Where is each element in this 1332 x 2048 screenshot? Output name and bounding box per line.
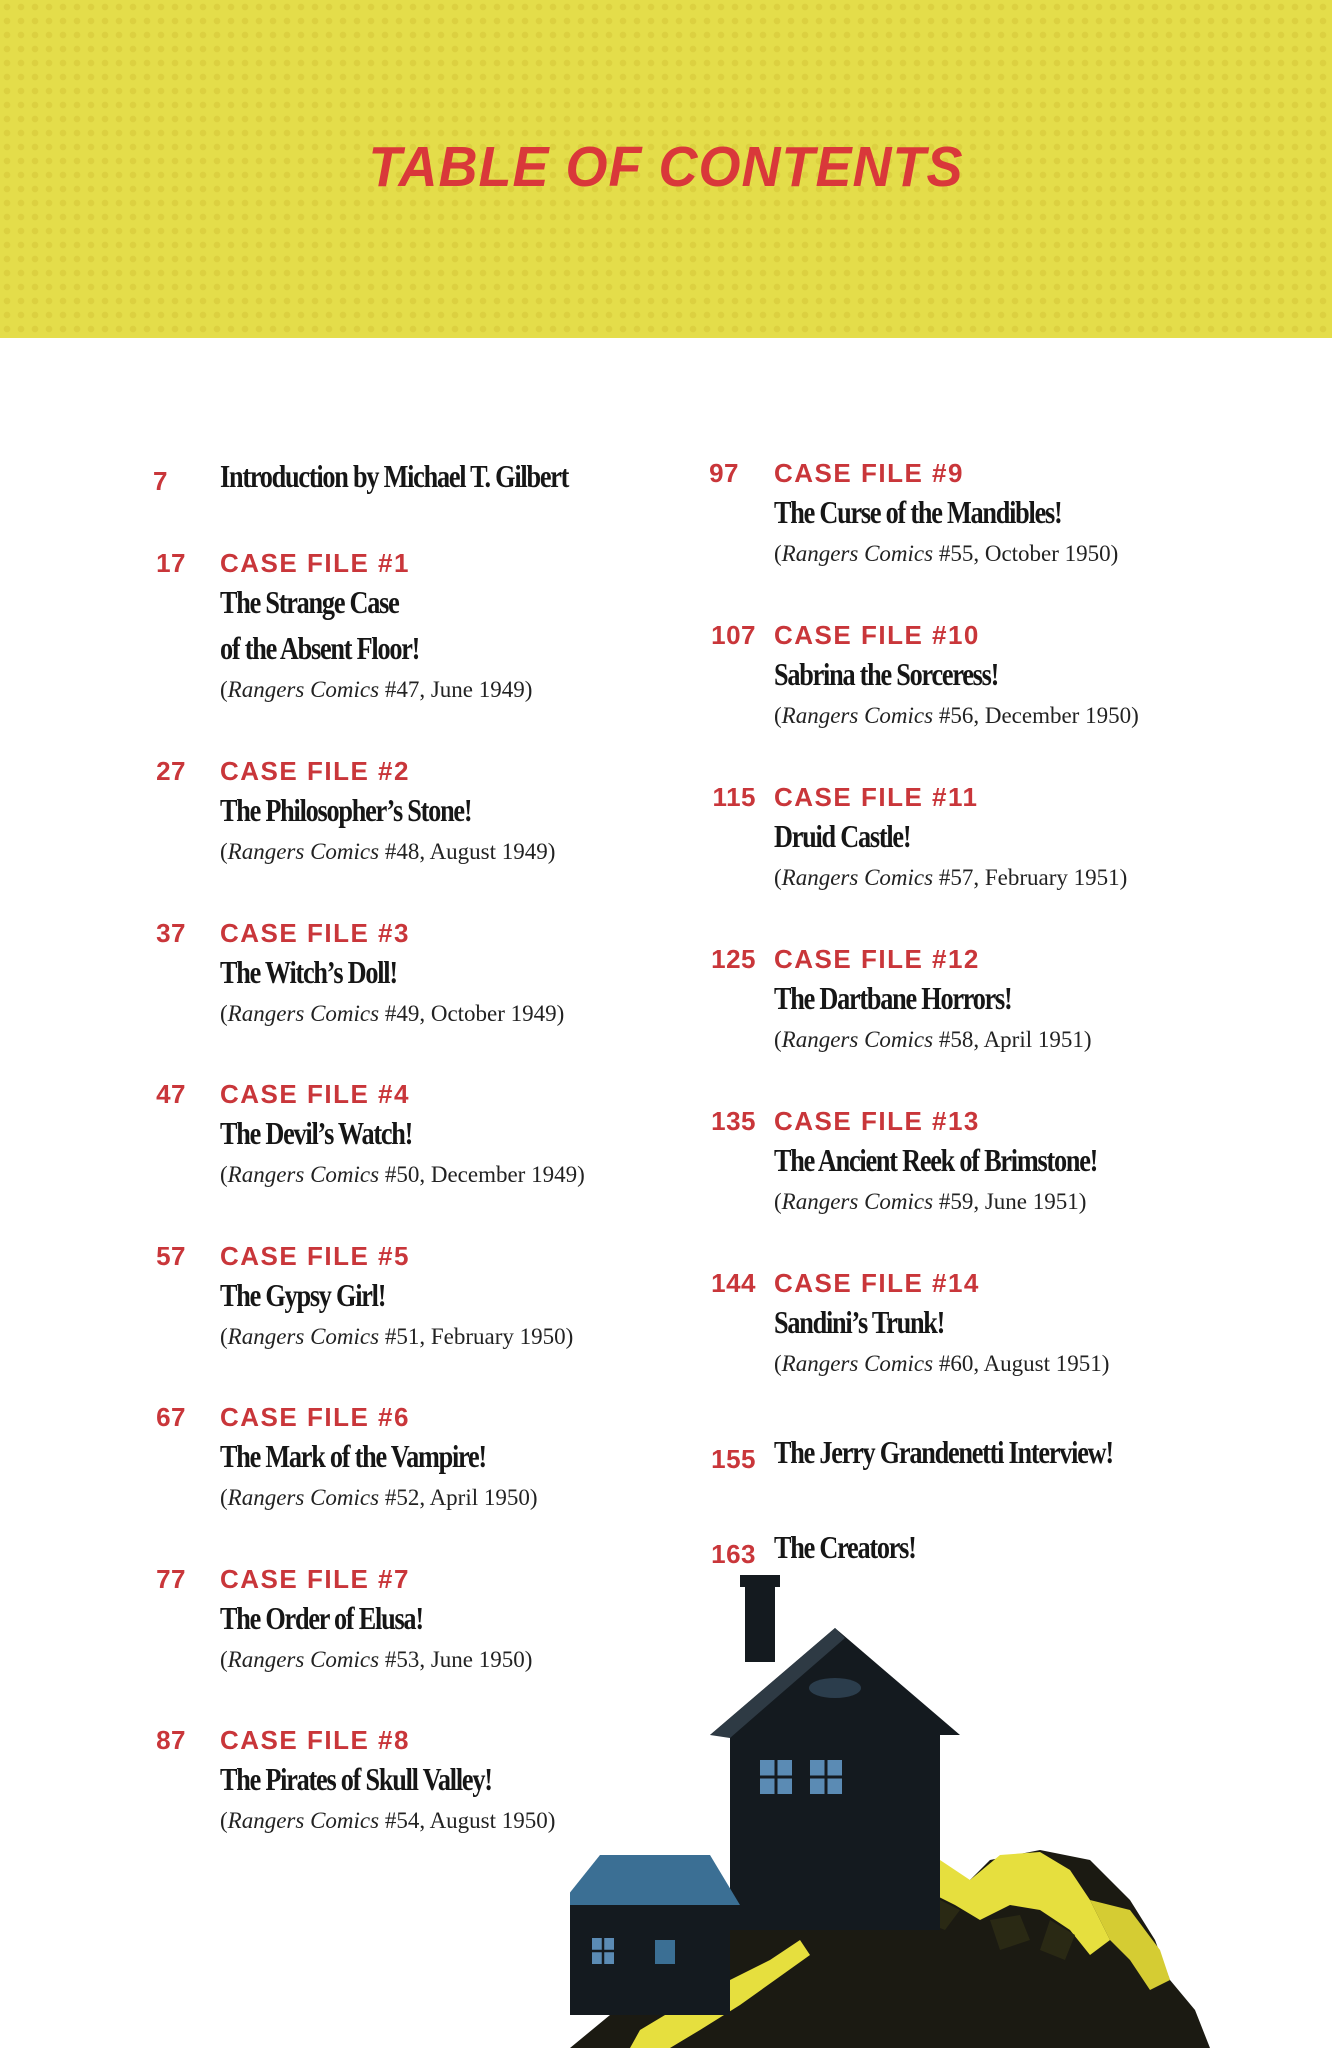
page-number: 163 xyxy=(711,1539,756,1569)
entry-title: The Witch’s Doll! xyxy=(220,954,397,990)
entry-source: (Rangers Comics #54, August 1950) xyxy=(220,1808,556,1833)
entry-title: Sandini’s Trunk! xyxy=(774,1304,945,1340)
page-number: 125 xyxy=(711,944,756,974)
entry-source: (Rangers Comics #47, June 1949) xyxy=(220,677,533,702)
entry-source: (Rangers Comics #52, April 1950) xyxy=(220,1485,538,1510)
case-file-label: CASE FILE #5 xyxy=(220,1241,410,1271)
page-number: 107 xyxy=(711,620,756,650)
page-number: 37 xyxy=(156,918,186,948)
case-file-label: CASE FILE #3 xyxy=(220,918,410,948)
entry-source: (Rangers Comics #58, April 1951) xyxy=(774,1027,1092,1052)
case-file-label: CASE FILE #7 xyxy=(220,1564,410,1594)
page-number: 57 xyxy=(156,1241,186,1271)
page-number: 17 xyxy=(156,548,186,578)
haunted-house-illustration xyxy=(570,1560,1332,2048)
entry-title: The Creators! xyxy=(774,1529,916,1565)
case-file-label: CASE FILE #9 xyxy=(774,458,964,488)
page-number: 155 xyxy=(711,1444,756,1474)
page-number: 47 xyxy=(156,1079,186,1109)
case-file-label: CASE FILE #2 xyxy=(220,756,410,786)
entry-source: (Rangers Comics #53, June 1950) xyxy=(220,1647,533,1672)
page-number: 77 xyxy=(156,1564,186,1594)
case-file-label: CASE FILE #8 xyxy=(220,1725,410,1755)
entry-title-line-1: The Strange Case xyxy=(220,584,399,620)
page-number: 144 xyxy=(711,1268,756,1298)
case-file-label: CASE FILE #4 xyxy=(220,1079,410,1109)
entry-source: (Rangers Comics #56, December 1950) xyxy=(774,703,1139,728)
entry-title: The Curse of the Mandibles! xyxy=(774,494,1062,530)
page-number: 115 xyxy=(712,782,756,812)
title-banner xyxy=(0,0,1332,338)
entry-title: The Devil’s Watch! xyxy=(220,1115,413,1151)
entry-title: The Dartbane Horrors! xyxy=(774,980,1012,1016)
entry-source: (Rangers Comics #51, February 1950) xyxy=(220,1324,574,1349)
case-file-label: CASE FILE #10 xyxy=(774,620,980,650)
entry-source: (Rangers Comics #57, February 1951) xyxy=(774,865,1128,890)
entry-title: Introduction by Michael T. Gilbert xyxy=(220,458,569,494)
page-title: TABLE OF CONTENTS xyxy=(368,135,964,199)
page-number: 135 xyxy=(711,1106,756,1136)
entry-source: (Rangers Comics #60, August 1951) xyxy=(774,1351,1110,1376)
page-number: 97 xyxy=(709,458,739,488)
case-file-label: CASE FILE #6 xyxy=(220,1402,410,1432)
page-number: 7 xyxy=(153,466,168,496)
entry-title: The Mark of the Vampire! xyxy=(220,1438,486,1474)
page-number: 87 xyxy=(156,1725,186,1755)
case-file-label: CASE FILE #11 xyxy=(774,782,979,812)
case-file-label: CASE FILE #1 xyxy=(220,548,410,578)
entry-title: The Philosopher’s Stone! xyxy=(220,792,472,828)
entry-title: Druid Castle! xyxy=(774,818,911,854)
page-number: 27 xyxy=(156,756,186,786)
entry-source: (Rangers Comics #59, June 1951) xyxy=(774,1189,1087,1214)
entry-title-line-2: of the Absent Floor! xyxy=(220,630,420,666)
entry-source: (Rangers Comics #49, October 1949) xyxy=(220,1001,565,1026)
case-file-label: CASE FILE #13 xyxy=(774,1106,980,1136)
entry-source: (Rangers Comics #48, August 1949) xyxy=(220,839,556,864)
case-file-label: CASE FILE #12 xyxy=(774,944,980,974)
entry-source: (Rangers Comics #50, December 1949) xyxy=(220,1162,585,1187)
entry-title: The Ancient Reek of Brimstone! xyxy=(774,1142,1098,1178)
entry-title: The Jerry Grandenetti Interview! xyxy=(774,1434,1113,1470)
entry-title: The Pirates of Skull Valley! xyxy=(220,1761,492,1797)
case-file-label: CASE FILE #14 xyxy=(774,1268,980,1298)
entry-title: The Gypsy Girl! xyxy=(220,1277,386,1313)
entry-source: (Rangers Comics #55, October 1950) xyxy=(774,541,1119,566)
entry-title: Sabrina the Sorceress! xyxy=(774,656,999,692)
page-number: 67 xyxy=(156,1402,186,1432)
entry-title: The Order of Elusa! xyxy=(220,1600,423,1636)
